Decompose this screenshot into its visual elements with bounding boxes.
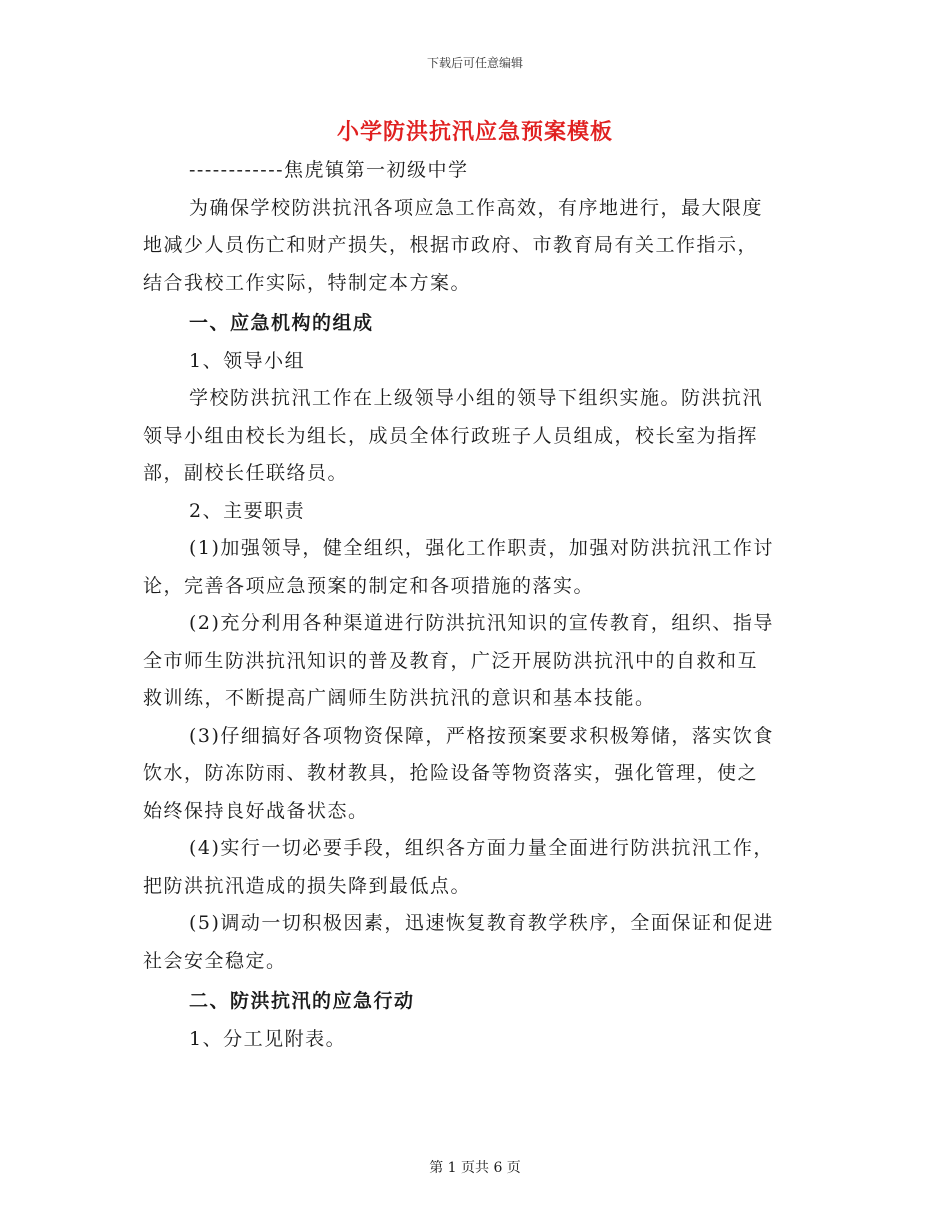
header-note: 下载后可任意编辑 — [426, 56, 523, 70]
list-item-line: (4)实行一切必要手段，组织各方面力量全面进行防洪抗汛工作， — [189, 837, 774, 859]
list-item-line: 饮水，防冻防雨、教材教具，抢险设备等物资落实，强化管理，使之 — [143, 762, 759, 784]
list-item-line: 社会安全稳定。 — [143, 949, 287, 972]
subsection-heading: 1、领导小组 — [189, 349, 306, 372]
list-item-line: (3)仔细搞好各项物资保障，严格按预案要求积极筹储，落实饮食 — [189, 724, 774, 747]
list-item-line: 论，完善各项应急预案的制定和各项措施的落实。 — [143, 574, 595, 597]
subsection-heading: 2、主要职责 — [189, 499, 306, 522]
section-heading: 二、防洪抗汛的应急行动 — [189, 990, 415, 1012]
intro-line: 地减少人员伤亡和财产损失，根据市政府、市教育局有关工作指示， — [143, 234, 759, 256]
list-item-line: 把防洪抗汛造成的损失降到最低点。 — [143, 874, 472, 897]
subsection-heading: 1、分工见附表。 — [189, 1027, 347, 1050]
intro-line: 结合我校工作实际，特制定本方案。 — [143, 271, 472, 294]
section-heading: 一、应急机构的组成 — [189, 312, 374, 334]
paragraph-line: 领导小组由校长为组长，成员全体行政班子人员组成，校长室为指挥 — [143, 424, 759, 447]
paragraph-line: 学校防洪抗汛工作在上级领导小组的领导下组织实施。防洪抗汛 — [189, 387, 764, 409]
list-item-line: 救训练，不断提高广阔师生防洪抗汛的意识和基本技能。 — [143, 687, 656, 709]
list-item-line: 始终保持良好战备状态。 — [143, 799, 369, 822]
page-footer: 第 1 页共 6 页 — [429, 1160, 521, 1176]
paragraph-line: 部，副校长任联络员。 — [143, 462, 349, 484]
subtitle-line: ------------焦虎镇第一初级中学 — [189, 159, 469, 181]
list-item-line: 全市师生防洪抗汛知识的普及教育，广泛开展防洪抗汛中的自救和互 — [143, 649, 759, 672]
list-item-line: (2)充分利用各种渠道进行防洪抗汛知识的宣传教育，组织、指导 — [189, 612, 774, 634]
intro-line: 为确保学校防洪抗汛各项应急工作高效，有序地进行，最大限度 — [189, 196, 764, 219]
document-title: 小学防洪抗汛应急预案模板 — [336, 119, 613, 145]
list-item-line: (5)调动一切积极因素，迅速恢复教育教学秩序，全面保证和促进 — [189, 912, 774, 934]
document-body — [143, 152, 808, 1058]
list-item-line: (1)加强领导，健全组织，强化工作职责，加强对防洪抗汛工作讨 — [189, 537, 774, 559]
